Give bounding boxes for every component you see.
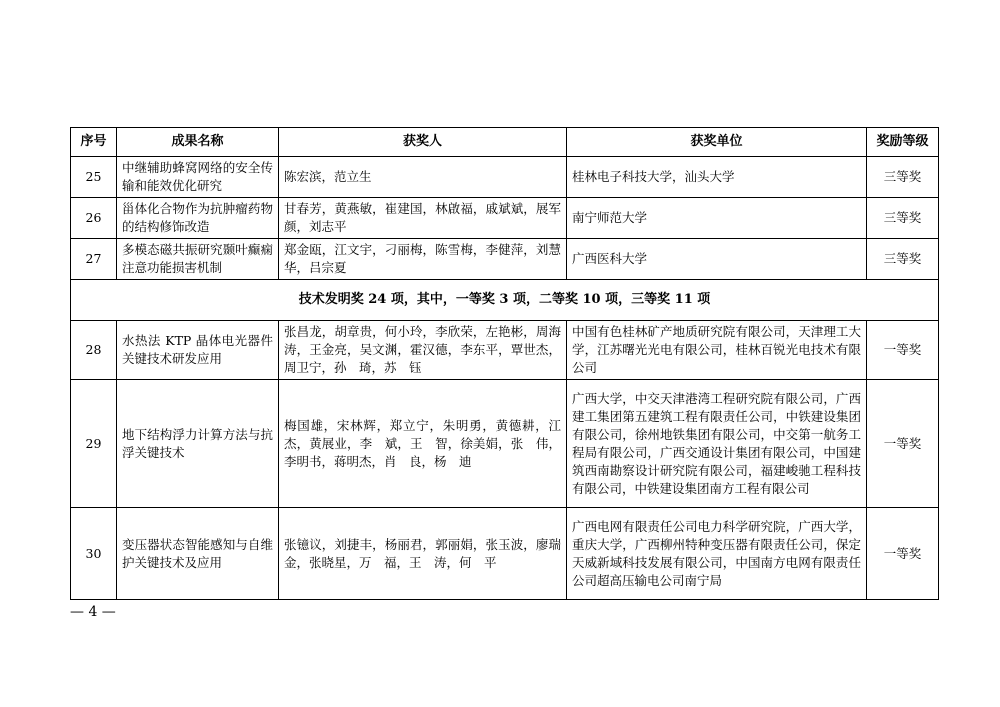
row-seq: 25	[71, 157, 117, 198]
header-units: 获奖单位	[567, 128, 867, 157]
awards-table	[70, 127, 939, 600]
row-name: 中继辅助蜂窝网络的安全传输和能效优化研究	[117, 157, 279, 198]
table-row	[71, 239, 939, 280]
row-people: 陈宏滨，范立生	[279, 157, 567, 198]
row-units: 桂林电子科技大学，汕头大学	[567, 157, 867, 198]
section-title: 技术发明奖 24 项，其中，一等奖 3 项，二等奖 10 项，三等奖 11 项	[71, 280, 939, 321]
row-seq: 30	[71, 508, 117, 600]
row-people: 郑金瓯，江文宇，刁丽梅，陈雪梅，李健萍，刘慧华，吕宗夏	[279, 239, 567, 280]
row-seq: 28	[71, 321, 117, 380]
row-people: 甘春芳，黄燕敏，崔建国，林啟福，戚斌斌，展军颜，刘志平	[279, 198, 567, 239]
row-units: 广西电网有限责任公司电力科学研究院，广西大学，重庆大学，广西柳州特种变压器有限责任公司，保定天威新域科技发展有限公司，中国南方电网有限责任公司超高压输电公司南宁局	[567, 508, 867, 600]
row-units: 南宁师范大学	[567, 198, 867, 239]
row-people: 梅国雄，宋林辉，郑立宁，朱明勇，黄德耕，江 杰，黄展业，李 斌，王 智，徐美娟，张 伟，李明书，蒋明杰，肖 良，杨 迪	[279, 380, 567, 508]
header-name: 成果名称	[117, 128, 279, 157]
table-row	[71, 198, 939, 239]
row-level: 三等奖	[867, 198, 939, 239]
table-row	[71, 321, 939, 380]
row-units: 广西大学，中交天津港湾工程研究院有限公司，广西建工集团第五建筑工程有限责任公司，中铁建设集团有限公司，徐州地铁集团有限公司，中交第一航务工程局有限公司，广西交通设计集团有限公司，中国建筑西南勘察设计研究院有限公司，福建峻驰工程科技有限公司，中铁建设集团南方工程有限公司	[567, 380, 867, 508]
table-row	[71, 380, 939, 508]
row-units: 中国有色桂林矿产地质研究院有限公司，天津理工大学，江苏曙光光电有限公司，桂林百锐光电技术有限公司	[567, 321, 867, 380]
table-row	[71, 508, 939, 600]
row-seq: 29	[71, 380, 117, 508]
table-header-row	[71, 128, 939, 157]
row-people: 张昌龙，胡章贵，何小玲，李欣荣，左艳彬，周海涛，王金亮，吴文渊，霍汉德，李东平，覃世杰，周卫宁，孙 琦，苏 钰	[279, 321, 567, 380]
row-units: 广西医科大学	[567, 239, 867, 280]
header-people: 获奖人	[279, 128, 567, 157]
row-seq: 26	[71, 198, 117, 239]
page-number: — 4 —	[70, 604, 116, 620]
row-level: 一等奖	[867, 508, 939, 600]
row-level: 一等奖	[867, 321, 939, 380]
header-level: 奖励等级	[867, 128, 939, 157]
row-name: 地下结构浮力计算方法与抗浮关键技术	[117, 380, 279, 508]
row-people: 张镱议，刘捷丰，杨丽君，郭丽娟，张玉波，廖瑞金，张晓星，万 福，王 涛，何 平	[279, 508, 567, 600]
row-name: 水热法 KTP 晶体电光器件关键技术研发应用	[117, 321, 279, 380]
header-seq: 序号	[71, 128, 117, 157]
row-name: 多模态磁共振研究颞叶癫痫注意功能损害机制	[117, 239, 279, 280]
row-level: 三等奖	[867, 239, 939, 280]
row-name: 甾体化合物作为抗肿瘤药物的结构修饰改造	[117, 198, 279, 239]
row-level: 一等奖	[867, 380, 939, 508]
row-seq: 27	[71, 239, 117, 280]
section-row	[71, 280, 939, 321]
table-row	[71, 157, 939, 198]
row-level: 三等奖	[867, 157, 939, 198]
row-name: 变压器状态智能感知与自维护关键技术及应用	[117, 508, 279, 600]
